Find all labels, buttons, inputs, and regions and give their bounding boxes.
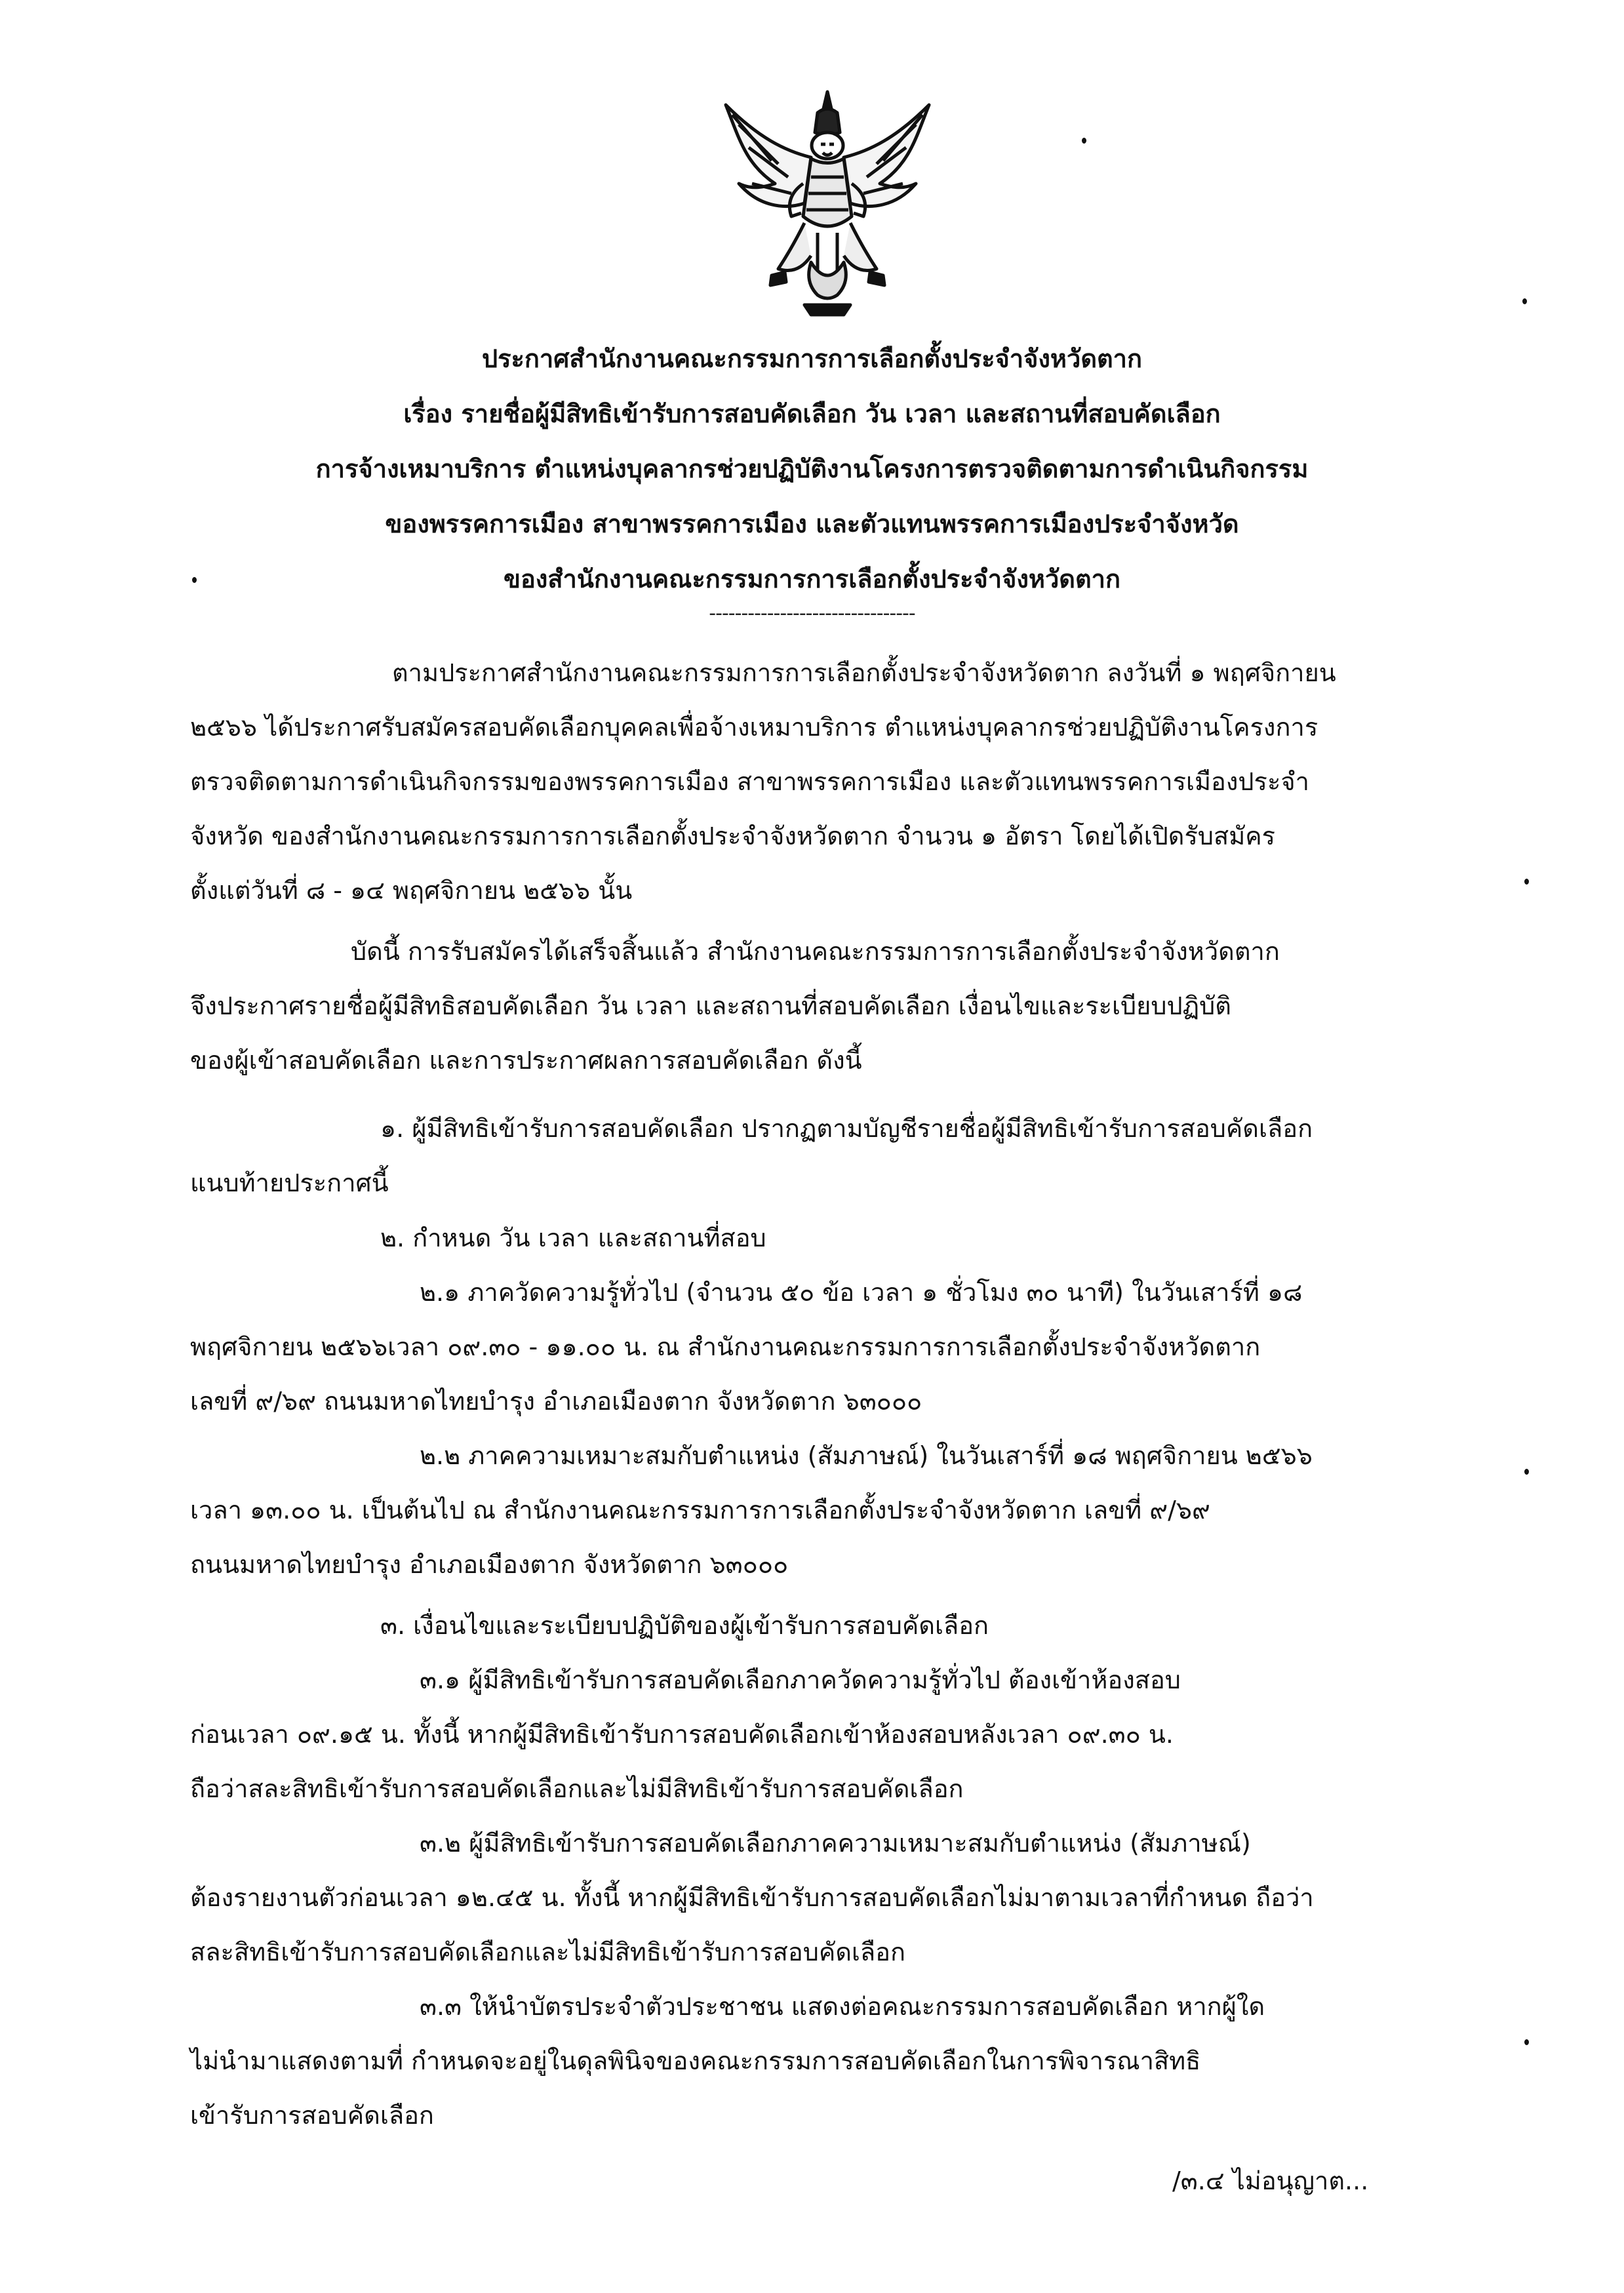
item-1-line: แนบท้ายประกาศนี้ — [190, 1168, 389, 1197]
item-2-2-line: ถนนมหาดไทยบำรุง อำเภอเมืองตาก จังหวัดตาก ๖๓๐๐๐ — [190, 1550, 789, 1579]
item-2-2-line: เวลา ๑๓.๐๐ น. เป็นต้นไป ณ สำนักงานคณะกรรมการการเลือกตั้งประจำจังหวัดตาก เลขที่ ๙/๖๙ — [190, 1496, 1210, 1525]
garuda-emblem-icon — [713, 85, 942, 325]
heading-line: ของสำนักงานคณะกรรมการการเลือกตั้งประจำจังหวัดตาก — [503, 565, 1120, 593]
item-3-1-line: ก่อนเวลา ๐๙.๑๕ น. ทั้งนี้ หากผู้มีสิทธิเข้ารับการสอบคัดเลือกเข้าห้องสอบหลังเวลา ๐๙.๓๐ น. — [190, 1720, 1174, 1749]
subject-line: เรื่อง รายชื่อผู้มีสิทธิเข้ารับการสอบคัดเลือก วัน เวลา และสถานที่สอบคัดเลือก — [403, 399, 1221, 428]
item-3-3-line: ไม่นำมาแสดงตามที่ กำหนดจะอยู่ในดุลพินิจของคณะกรรมการสอบคัดเลือกในการพิจารณาสิทธิ — [190, 2046, 1201, 2075]
continuation-note: /๓.๔ ไม่อนุญาต... — [1172, 2166, 1369, 2195]
item-3-3-line: เข้ารับการสอบคัดเลือก — [190, 2101, 434, 2130]
paragraph-2-line: จึงประกาศรายชื่อผู้มีสิทธิสอบคัดเลือก วัน เวลา และสถานที่สอบคัดเลือก เงื่อนไขและระเบียบปฏิบัติ — [190, 991, 1231, 1020]
item-2-2-line: ๒.๒ ภาคความเหมาะสมกับตำแหน่ง (สัมภาษณ์) ในวันเสาร์ที่ ๑๘ พฤศจิกายน ๒๕๖๖ — [420, 1441, 1313, 1470]
scan-speck — [1524, 1469, 1529, 1475]
item-2-1-line: พฤศจิกายน ๒๕๖๖เวลา ๐๙.๓๐ - ๑๑.๐๐ น. ณ สำนักงานคณะกรรมการการเลือกตั้งประจำจังหวัดตาก — [190, 1332, 1261, 1361]
paragraph-1-line: จังหวัด ของสำนักงานคณะกรรมการการเลือกตั้งประจำจังหวัดตาก จำนวน ๑ อัตรา โดยได้เปิดรับสมัคร — [190, 822, 1276, 850]
heading-line: ของพรรคการเมือง สาขาพรรคการเมือง และตัวแทนพรรคการเมืองประจำจังหวัด — [385, 509, 1239, 538]
item-3-heading: ๓. เงื่อนไขและระเบียบปฏิบัติของผู้เข้ารับการสอบคัดเลือก — [380, 1611, 989, 1640]
item-3-2-line: สละสิทธิเข้ารับการสอบคัดเลือกและไม่มีสิทธิเข้ารับการสอบคัดเลือก — [190, 1938, 906, 1966]
item-1-line: ๑. ผู้มีสิทธิเข้ารับการสอบคัดเลือก ปรากฏตามบัญชีรายชื่อผู้มีสิทธิเข้ารับการสอบคัดเลือก — [380, 1114, 1313, 1143]
paragraph-1-line: ตรวจติดตามการดำเนินกิจกรรมของพรรคการเมือง สาขาพรรคการเมือง และตัวแทนพรรคการเมืองประจำ — [190, 767, 1309, 796]
paragraph-1-line: ๒๕๖๖ ได้ประกาศรับสมัครสอบคัดเลือกบุคคลเพื่อจ้างเหมาบริการ ตำแหน่งบุคลากรช่วยปฏิบัติงานโครงการ — [190, 713, 1318, 742]
item-3-1-line: ๓.๑ ผู้มีสิทธิเข้ารับการสอบคัดเลือกภาควัดความรู้ทั่วไป ต้องเข้าห้องสอบ — [420, 1665, 1181, 1694]
item-3-3-line: ๓.๓ ให้นำบัตรประจำตัวประชาชน แสดงต่อคณะกรรมการสอบคัดเลือก หากผู้ใด — [420, 1992, 1265, 2021]
paragraph-1-line: ตั้งแต่วันที่ ๘ - ๑๔ พฤศจิกายน ๒๕๖๖ นั้น — [190, 876, 633, 905]
item-3-2-line: ต้องรายงานตัวก่อนเวลา ๑๒.๔๕ น. ทั้งนี้ หากผู้มีสิทธิเข้ารับการสอบคัดเลือกไม่มาตามเวลาที่กำหนด ถือว่า — [190, 1883, 1314, 1912]
item-3-2-line: ๓.๒ ผู้มีสิทธิเข้ารับการสอบคัดเลือกภาคความเหมาะสมกับตำแหน่ง (สัมภาษณ์) — [420, 1829, 1251, 1858]
heading-line: ประกาศสำนักงานคณะกรรมการการเลือกตั้งประจำจังหวัดตาก — [481, 344, 1143, 373]
paragraph-2-line: ของผู้เข้าสอบคัดเลือก และการประกาศผลการสอบคัดเลือก ดังนี้ — [190, 1046, 862, 1075]
scan-speck — [1524, 879, 1529, 885]
item-2-1-line: เลขที่ ๙/๖๙ ถนนมหาดไทยบำรุง อำเภอเมืองตาก จังหวัดตาก ๖๓๐๐๐ — [190, 1387, 922, 1416]
scan-speck — [1082, 138, 1086, 144]
scan-speck — [1524, 2039, 1529, 2045]
scan-speck — [1522, 298, 1527, 304]
paragraph-2-line: บัดนี้ การรับสมัครได้เสร็จสิ้นแล้ว สำนักงานคณะกรรมการการเลือกตั้งประจำจังหวัดตาก — [351, 937, 1280, 966]
heading-divider: -------------------------------- — [709, 602, 915, 625]
paragraph-1-line: ตามประกาศสำนักงานคณะกรรมการการเลือกตั้งประจำจังหวัดตาก ลงวันที่ ๑ พฤศจิกายน — [392, 658, 1336, 687]
item-2-1-line: ๒.๑ ภาควัดความรู้ทั่วไป (จำนวน ๕๐ ข้อ เวลา ๑ ชั่วโมง ๓๐ นาที) ในวันเสาร์ที่ ๑๘ — [420, 1278, 1303, 1307]
announcement-heading — [164, 331, 1460, 607]
item-2-heading: ๒. กำหนด วัน เวลา และสถานที่สอบ — [380, 1224, 766, 1252]
scan-speck — [192, 577, 197, 583]
item-3-1-line: ถือว่าสละสิทธิเข้ารับการสอบคัดเลือกและไม่มีสิทธิเข้ารับการสอบคัดเลือก — [190, 1774, 964, 1803]
heading-line: การจ้างเหมาบริการ ตำแหน่งบุคลากรช่วยปฏิบัติงานโครงการตรวจติดตามการดำเนินกิจกรรม — [315, 454, 1309, 483]
